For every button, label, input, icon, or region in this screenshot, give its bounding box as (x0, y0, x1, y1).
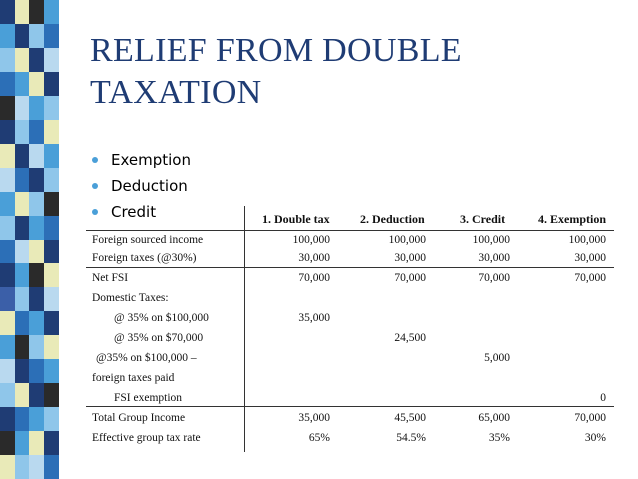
decorative-color-strip (0, 0, 58, 479)
column-header: 2. Deduction (360, 212, 425, 226)
title-line-1: RELIEF FROM DOUBLE (90, 32, 462, 69)
strip-tile (44, 0, 59, 24)
table-cell: 30,000 (478, 252, 510, 264)
strip-tile (29, 335, 44, 359)
strip-tile (29, 359, 44, 383)
table-cell: 70,000 (394, 272, 426, 284)
title-line-2: TAXATION (90, 74, 262, 111)
strip-tile (29, 407, 44, 431)
strip-tile (29, 192, 44, 216)
strip-tile (44, 96, 59, 120)
strip-tile (0, 192, 15, 216)
strip-tile (29, 263, 44, 287)
strip-tile (15, 168, 30, 192)
strip-tile (29, 383, 44, 407)
strip-tile (0, 455, 15, 479)
strip-tile (44, 216, 59, 240)
table-cell: 30% (584, 432, 606, 444)
table-cell: 70,000 (574, 272, 606, 284)
strip-tile (44, 48, 59, 72)
strip-tile (15, 407, 30, 431)
strip-tile (44, 144, 59, 168)
strip-tile (0, 335, 15, 359)
row-label: Net FSI (92, 272, 129, 284)
strip-tile (29, 24, 44, 48)
table-cell: 35,000 (298, 312, 330, 324)
strip-tile (15, 263, 30, 287)
bullet-item (92, 147, 191, 173)
row-label: Foreign sourced income (92, 234, 204, 246)
table-cell: 45,500 (394, 412, 426, 424)
strip-tile (44, 24, 59, 48)
table-cell: 54.5% (396, 432, 426, 444)
strip-tile (29, 96, 44, 120)
strip-tile (44, 192, 59, 216)
column-header: 4. Exemption (538, 212, 607, 226)
bullet-dot-icon (92, 157, 98, 163)
strip-tile (29, 311, 44, 335)
row-label: @ 35% on $70,000 (114, 332, 204, 344)
strip-tile (0, 96, 15, 120)
bullet-dot-icon (92, 183, 98, 189)
table-cell: 70,000 (298, 272, 330, 284)
column-divider (244, 206, 245, 452)
strip-tile (44, 120, 59, 144)
total-rule (86, 406, 614, 407)
strip-tile (0, 287, 15, 311)
strip-tile (29, 216, 44, 240)
strip-tile (15, 24, 30, 48)
strip-tile (15, 455, 30, 479)
strip-tile (15, 335, 30, 359)
row-label: Foreign taxes (@30%) (92, 252, 197, 264)
table-cell: 24,500 (394, 332, 426, 344)
table-cell: 65,000 (478, 412, 510, 424)
row-label: @35% on $100,000 – (96, 352, 197, 364)
strip-tile (44, 335, 59, 359)
table-cell: 100,000 (292, 234, 330, 246)
table-cell: 70,000 (478, 272, 510, 284)
strip-tile (0, 240, 15, 264)
strip-tile (44, 168, 59, 192)
row-label: FSI exemption (114, 392, 183, 404)
strip-tile (44, 72, 59, 96)
strip-tile (0, 216, 15, 240)
column-header: 1. Double tax (262, 212, 330, 226)
strip-tile (15, 240, 30, 264)
table-cell: 100,000 (568, 234, 606, 246)
strip-tile (15, 144, 30, 168)
column-header: 3. Credit (460, 212, 506, 226)
strip-tile (44, 383, 59, 407)
strip-tile (0, 263, 15, 287)
strip-tile (44, 455, 59, 479)
strip-tile (0, 311, 15, 335)
strip-tile (44, 240, 59, 264)
bullet-item (92, 173, 191, 199)
strip-tile (15, 216, 30, 240)
strip-tile (29, 287, 44, 311)
strip-tile (44, 311, 59, 335)
bullet-text: Credit (111, 203, 157, 221)
strip-tile (29, 455, 44, 479)
strip-tile (44, 431, 59, 455)
table-cell: 35% (488, 432, 510, 444)
strip-tile (15, 311, 30, 335)
table-cell: 65% (308, 432, 330, 444)
strip-tile (15, 287, 30, 311)
strip-tile (0, 0, 15, 24)
tax-comparison-table (86, 206, 616, 454)
table-cell: 100,000 (388, 234, 426, 246)
bullet-text: Deduction (111, 177, 188, 195)
strip-tile (0, 24, 15, 48)
strip-tile (15, 192, 30, 216)
strip-tile (29, 120, 44, 144)
strip-tile (15, 383, 30, 407)
slide-title (90, 30, 610, 114)
strip-tile (15, 359, 30, 383)
strip-tile (44, 263, 59, 287)
strip-tile (0, 431, 15, 455)
table-cell: 30,000 (574, 252, 606, 264)
strip-tile (15, 0, 30, 24)
strip-tile (44, 359, 59, 383)
table-cell: 30,000 (394, 252, 426, 264)
row-label: @ 35% on $100,000 (114, 312, 209, 324)
table-cell: 30,000 (298, 252, 330, 264)
strip-tile (29, 0, 44, 24)
strip-tile (15, 96, 30, 120)
table-cell: 5,000 (484, 352, 510, 364)
strip-tile (0, 407, 15, 431)
table-cell: 100,000 (472, 234, 510, 246)
strip-tile (29, 168, 44, 192)
strip-tile (29, 72, 44, 96)
strip-tile (15, 431, 30, 455)
table-cell: 0 (600, 392, 606, 404)
strip-tile (0, 168, 15, 192)
table-cell: 35,000 (298, 412, 330, 424)
strip-tile (0, 144, 15, 168)
strip-tile (0, 383, 15, 407)
header-rule (86, 230, 614, 231)
strip-tile (15, 48, 30, 72)
strip-tile (15, 72, 30, 96)
table-cell: 70,000 (574, 412, 606, 424)
row-rule (86, 267, 614, 268)
bullet-text: Exemption (111, 151, 191, 169)
row-label: foreign taxes paid (92, 372, 175, 384)
strip-tile (0, 48, 15, 72)
row-label: Total Group Income (92, 412, 186, 424)
strip-tile (0, 72, 15, 96)
strip-tile (29, 240, 44, 264)
strip-tile (29, 431, 44, 455)
strip-tile (0, 120, 15, 144)
strip-tile (15, 120, 30, 144)
strip-tile (44, 407, 59, 431)
strip-tile (44, 287, 59, 311)
row-label: Domestic Taxes: (92, 292, 169, 304)
strip-tile (0, 359, 15, 383)
row-label: Effective group tax rate (92, 432, 201, 444)
strip-tile (29, 48, 44, 72)
strip-tile (29, 144, 44, 168)
